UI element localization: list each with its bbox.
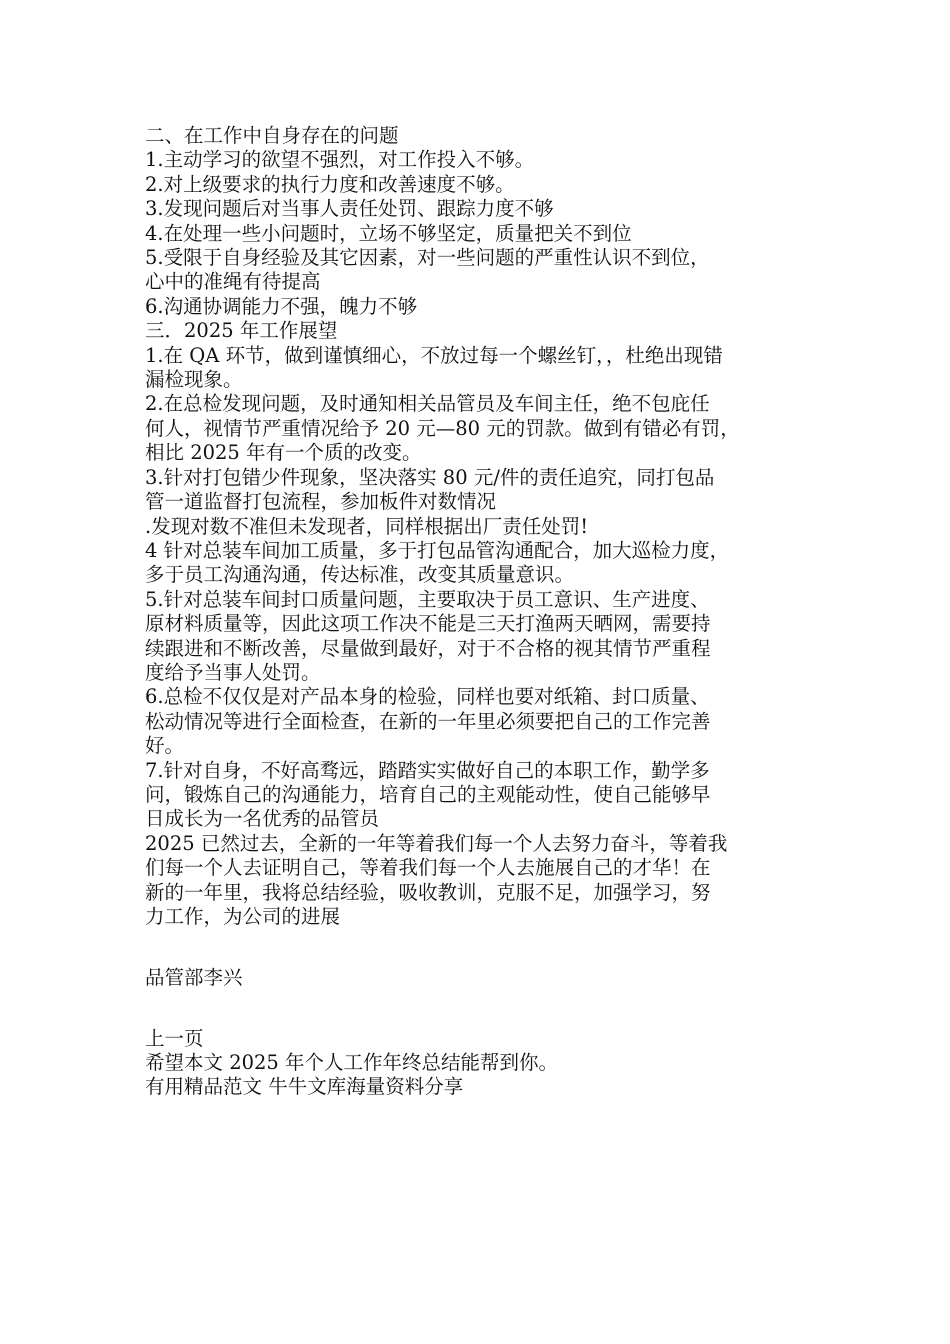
outlook-item-6: 6.总检不仅仅是对产品本身的检验，同样也要对纸箱、封口质量、 [145, 685, 710, 709]
problem-item-6: 6.沟通协调能力不强，魄力不够 [145, 294, 418, 318]
section-heading-outlook: 三．2025 年工作展望 [145, 319, 338, 343]
prev-page-link[interactable]: 上一页 [145, 1026, 204, 1050]
outlook-item-5-cont: 原材料质量等，因此这项工作决不能是三天打渔两天晒网，需要持 [145, 612, 711, 636]
outlook-item-7: 7.针对自身，不好高骛远，踏踏实实做好自己的本职工作，勤学多 [145, 758, 710, 782]
footer-note: 有用精品范文 牛牛文库海量资料分享 [145, 1075, 464, 1099]
outlook-item-6-cont: 好。 [145, 734, 185, 758]
spacer [145, 1015, 810, 1027]
outlook-item-7-cont: 问，锻炼自己的沟通能力，培育自己的主观能动性，使自己能够早 [145, 782, 711, 806]
outlook-item-1: 1.在 QA 环节，做到谨慎细心，不放过每一个螺丝钉，，杜绝出现错 [145, 343, 723, 367]
signature: 品管部李兴 [145, 965, 243, 989]
closing-paragraph-cont: 新的一年里，我将总结经验，吸收教训，克服不足，加强学习，努 [145, 880, 711, 904]
outlook-item-3-cont: 管一道监督打包流程，参加板件对数情况 [145, 490, 497, 514]
outlook-item-4: 4 针对总装车间加工质量，多于打包品管沟通配合，加大巡检力度， [145, 538, 730, 562]
outlook-item-5-cont: 续跟进和不断改善，尽量做到最好，对于不合格的视其情节严重程 [145, 636, 711, 660]
problem-item-3: 3.发现问题后对当事人责任处罚、跟踪力度不够 [145, 197, 554, 221]
closing-paragraph: 2025 已然过去，全新的一年等着我们每一个人去努力奋斗，等着我 [145, 831, 728, 855]
problem-item-4: 4.在处理一些小问题时，立场不够坚定，质量把关不到位 [145, 221, 632, 245]
outlook-item-4-cont: 多于员工沟通沟通，传达标准，改变其质量意识。 [145, 563, 575, 587]
problem-item-5: 5.受限于自身经验及其它因素，对一些问题的严重性认识不到位， [145, 246, 710, 270]
document-body [145, 124, 810, 1100]
closing-paragraph-cont: 们每一个人去证明自己，等着我们每一个人去施展自己的才华！在 [145, 856, 711, 880]
outlook-item-3: 3.针对打包错少件现象，坚决落实 80 元/件的责任追究，同打包品 [145, 465, 715, 489]
outlook-item-5: 5.针对总装车间封口质量问题，主要取决于员工意识、生产进度、 [145, 587, 710, 611]
outlook-item-5-cont: 度给予当事人处罚。 [145, 660, 321, 684]
outlook-item-1-cont: 漏检现象。 [145, 368, 243, 392]
spacer [145, 929, 810, 953]
outlook-item-2: 2.在总检发现问题，及时通知相关品管员及车间主任，绝不包庇任 [145, 392, 710, 416]
outlook-item-6-cont: 松动情况等进行全面检查，在新的一年里必须要把自己的工作完善 [145, 709, 711, 733]
section-heading-problems: 二、在工作中自身存在的问题 [145, 124, 399, 147]
outlook-item-2-cont: 何人，视情节严重情况给予 20 元—80 元的罚款。做到有错必有罚， [145, 416, 740, 440]
outlook-item-2-cont: 相比 2025 年有一个质的改变。 [145, 441, 422, 465]
problem-item-5-cont: 心中的准绳有待提高 [145, 270, 321, 294]
spacer [145, 954, 810, 966]
outlook-item-3-cont: .发现对数不准但未发现者，同样根据出厂责任处罚! [145, 514, 589, 538]
problem-item-1: 1.主动学习的欲望不强烈，对工作投入不够。 [145, 148, 535, 172]
closing-paragraph-cont: 力工作，为公司的进展 [145, 905, 341, 928]
closing-note: 希望本文 2025 年个人工作年终总结能帮到你。 [145, 1051, 559, 1074]
spacer [145, 990, 810, 1014]
problem-item-2: 2.对上级要求的执行力度和改善速度不够。 [145, 172, 515, 196]
outlook-item-7-cont: 日成长为一名优秀的品管员 [145, 807, 380, 831]
